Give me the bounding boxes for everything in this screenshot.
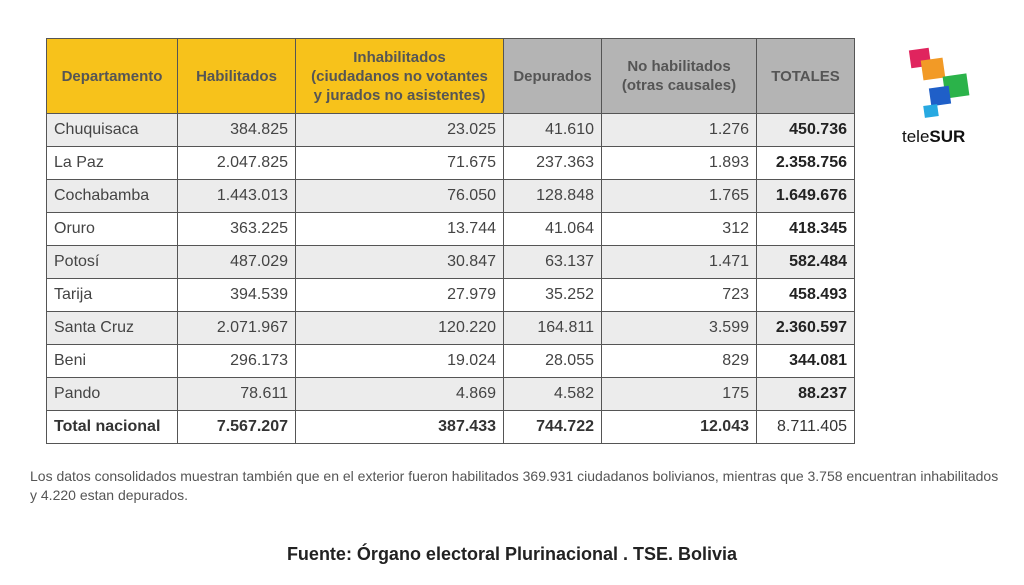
cell-inhabilitados: 27.979 [296,279,504,312]
cell-departamento: Chuquisaca [47,114,178,147]
header-inhabilitados-line-3: y jurados no asistentes) [313,86,486,104]
cell-no-habilitados: 175 [602,378,757,411]
header-no-habilitados-line-1: No habilitados [627,58,731,75]
cell-totales: 344.081 [757,345,855,378]
total-row [47,411,855,444]
cell-habilitados: 1.443.013 [178,180,296,213]
header-no-habilitados [602,39,757,114]
logo-prefix: tele [902,127,930,146]
header-habilitados: Habilitados [178,39,296,114]
cell-no-habilitados: 829 [602,345,757,378]
cell-habilitados: 2.071.967 [178,312,296,345]
cell-habilitados: 384.825 [178,114,296,147]
cell-departamento: Santa Cruz [47,312,178,345]
cell-inhabilitados: 19.024 [296,345,504,378]
cell-no-habilitados: 723 [602,279,757,312]
cell-habilitados: 394.539 [178,279,296,312]
cell-habilitados: 296.173 [178,345,296,378]
header-totales: TOTALES [757,39,855,114]
cell-inhabilitados: 23.025 [296,114,504,147]
cell-no-habilitados: 1.276 [602,114,757,147]
cell-inhabilitados: 4.869 [296,378,504,411]
cell-no-habilitados: 1.471 [602,246,757,279]
cell-departamento: Pando [47,378,178,411]
header-departamento: Departamento [47,39,178,114]
cell-depurados: 128.848 [504,180,602,213]
cell-departamento: La Paz [47,147,178,180]
cell-depurados: 41.064 [504,213,602,246]
cell-totales: 1.649.676 [757,180,855,213]
cell-totales: 458.493 [757,279,855,312]
cell-totales: 8.711.405 [757,411,855,444]
cell-no-habilitados: 312 [602,213,757,246]
cell-departamento: Potosí [47,246,178,279]
cell-no-habilitados: 12.043 [602,411,757,444]
header-no-habilitados-line-2: (otras causales) [621,77,737,94]
cell-depurados: 35.252 [504,279,602,312]
cell-depurados: 63.137 [504,246,602,279]
cell-no-habilitados: 1.765 [602,180,757,213]
election-data-table [46,38,855,444]
cell-totales: 2.358.756 [757,147,855,180]
data-table-container [46,38,854,444]
cell-no-habilitados: 1.893 [602,147,757,180]
cell-habilitados: 7.567.207 [178,411,296,444]
cell-inhabilitados: 120.220 [296,312,504,345]
cell-departamento: Total nacional [47,411,178,444]
logo-suffix: SUR [929,127,966,146]
cell-no-habilitados: 3.599 [602,312,757,345]
cell-departamento: Beni [47,345,178,378]
cell-habilitados: 487.029 [178,246,296,279]
cell-totales: 88.237 [757,378,855,411]
header-inhabilitados [296,39,504,114]
cell-habilitados: 78.611 [178,378,296,411]
cell-inhabilitados: 13.744 [296,213,504,246]
cell-depurados: 41.610 [504,114,602,147]
cell-totales: 582.484 [757,246,855,279]
cell-depurados: 164.811 [504,312,602,345]
table-row [47,147,855,180]
cell-totales: 418.345 [757,213,855,246]
cell-habilitados: 363.225 [178,213,296,246]
header-inhabilitados-line-2: (ciudadanos no votantes [311,67,488,85]
table-row [47,378,855,411]
cell-inhabilitados: 71.675 [296,147,504,180]
telesur-logo-text [902,127,965,147]
cell-depurados: 4.582 [504,378,602,411]
table-body [47,114,855,444]
table-row [47,312,855,345]
cell-inhabilitados: 387.433 [296,411,504,444]
table-row [47,114,855,147]
cell-totales: 450.736 [757,114,855,147]
table-row [47,213,855,246]
table-row [47,180,855,213]
table-row [47,246,855,279]
cell-departamento: Oruro [47,213,178,246]
cell-departamento: Tarija [47,279,178,312]
cell-inhabilitados: 30.847 [296,246,504,279]
cell-habilitados: 2.047.825 [178,147,296,180]
table-row [47,345,855,378]
table-row [47,279,855,312]
cell-departamento: Cochabamba [47,180,178,213]
cell-inhabilitados: 76.050 [296,180,504,213]
cell-depurados: 28.055 [504,345,602,378]
telesur-logo-icon [900,45,980,125]
cell-depurados: 237.363 [504,147,602,180]
header-depurados: Depurados [504,39,602,114]
table-header-row [47,39,855,114]
cell-totales: 2.360.597 [757,312,855,345]
cell-depurados: 744.722 [504,411,602,444]
header-inhabilitados-line-1: Inhabilitados [353,48,446,66]
source-caption: Fuente: Órgano electoral Plurinacional . TSE. Bolivia [286,544,738,564]
footnote: Los datos consolidados muestran también que en el exterior fueron habilitados 369.931 ciudadanos bolivianos, mientras que 3.758 encuentran inhabilitados y 4.220 estan depurados. [30,468,999,503]
